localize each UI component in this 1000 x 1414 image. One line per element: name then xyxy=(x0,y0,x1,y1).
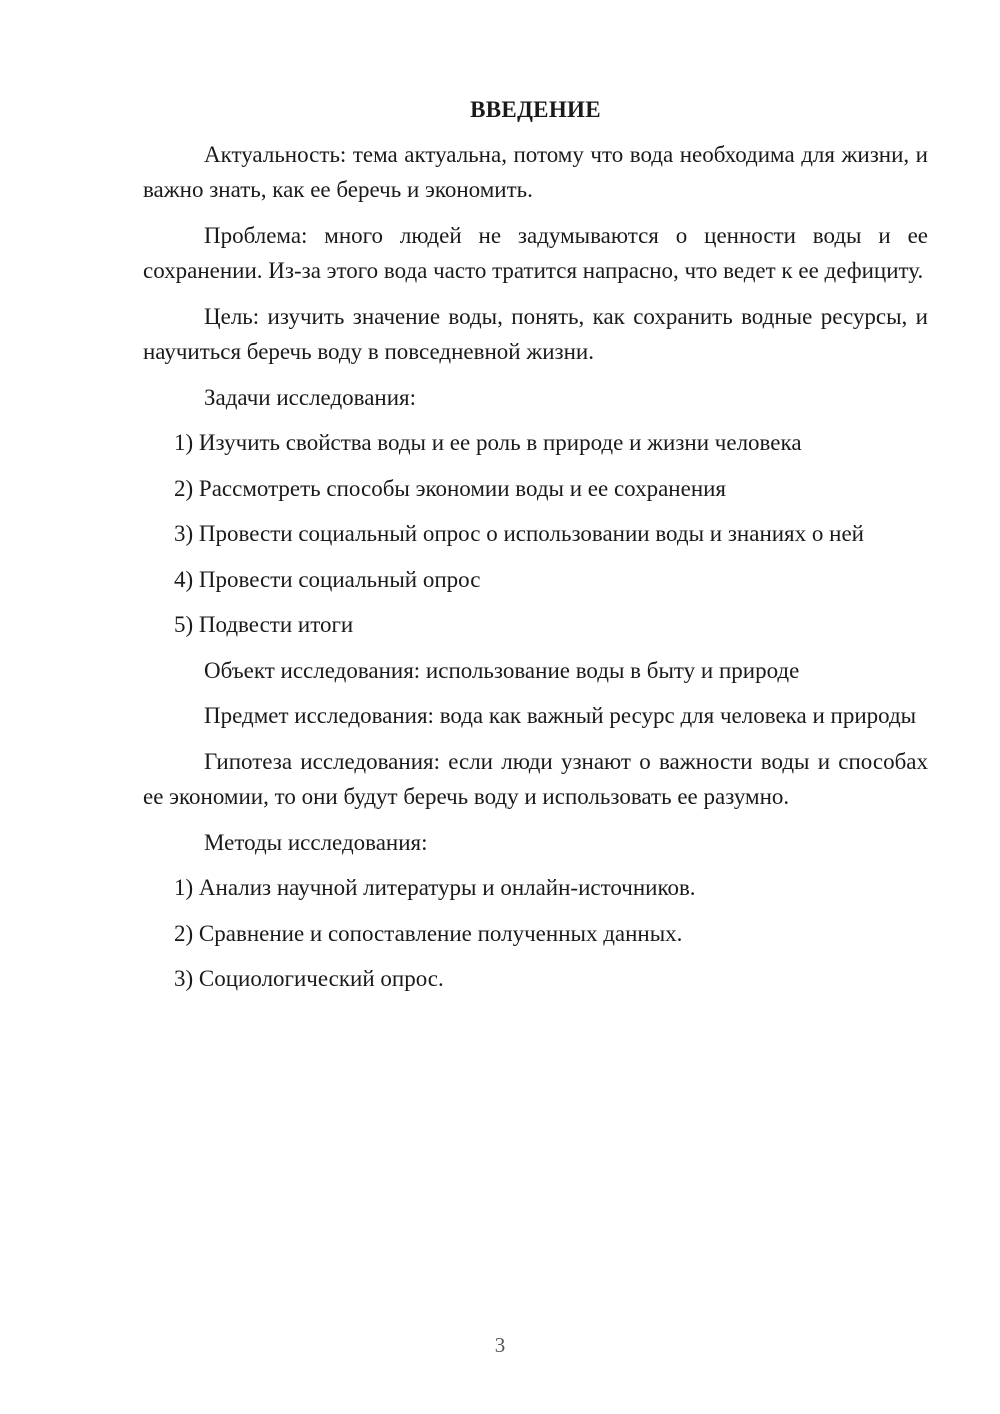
tasks-title: Задачи исследования: xyxy=(204,384,417,410)
paragraph-problem: Проблема: много людей не задумываются о ценности воды и ее сохранении. Из-за этого вода часто тратится напрасно, что ведет к ее дефициту. xyxy=(143,222,928,283)
list-item: 1) Анализ научной литературы и онлайн-источников. xyxy=(174,875,696,900)
methods-title: Методы исследования: xyxy=(204,829,428,855)
list-item: 3) Провести социальный опрос о использовании воды и знаниях о ней xyxy=(174,521,864,546)
section-heading: ВВЕДЕНИЕ xyxy=(470,97,601,122)
list-item: 3) Социологический опрос. xyxy=(174,966,444,991)
page-content xyxy=(143,92,928,1007)
list-item: 5) Подвести итоги xyxy=(174,612,354,637)
paragraph-object: Объект исследования: использование воды в быту и природе xyxy=(204,657,800,683)
list-item: 1) Изучить свойства воды и ее роль в природе и жизни человека xyxy=(174,430,802,455)
tasks-list xyxy=(143,425,928,643)
paragraph-goal: Цель: изучить значение воды, понять, как сохранить водные ресурсы, и научиться беречь воду в повседневной жизни. xyxy=(143,303,928,364)
page-number: 3 xyxy=(494,1333,506,1357)
methods-list xyxy=(143,870,928,997)
paragraph-hypothesis: Гипотеза исследования: если люди узнают о важности воды и способах ее экономии, то они будут беречь воду и использовать ее разумно. xyxy=(143,748,928,809)
list-item: 4) Провести социальный опрос xyxy=(174,566,481,592)
paragraph-relevance: Актуальность: тема актуальна, потому что вода необходима для жизни, и важно знать, как ее беречь и экономить. xyxy=(143,141,928,202)
list-item: 2) Рассмотреть способы экономии воды и ее сохранения xyxy=(174,475,727,501)
paragraph-subject: Предмет исследования: вода как важный ресурс для человека и природы xyxy=(204,703,917,728)
list-item: 2) Сравнение и сопоставление полученных данных. xyxy=(174,920,683,946)
